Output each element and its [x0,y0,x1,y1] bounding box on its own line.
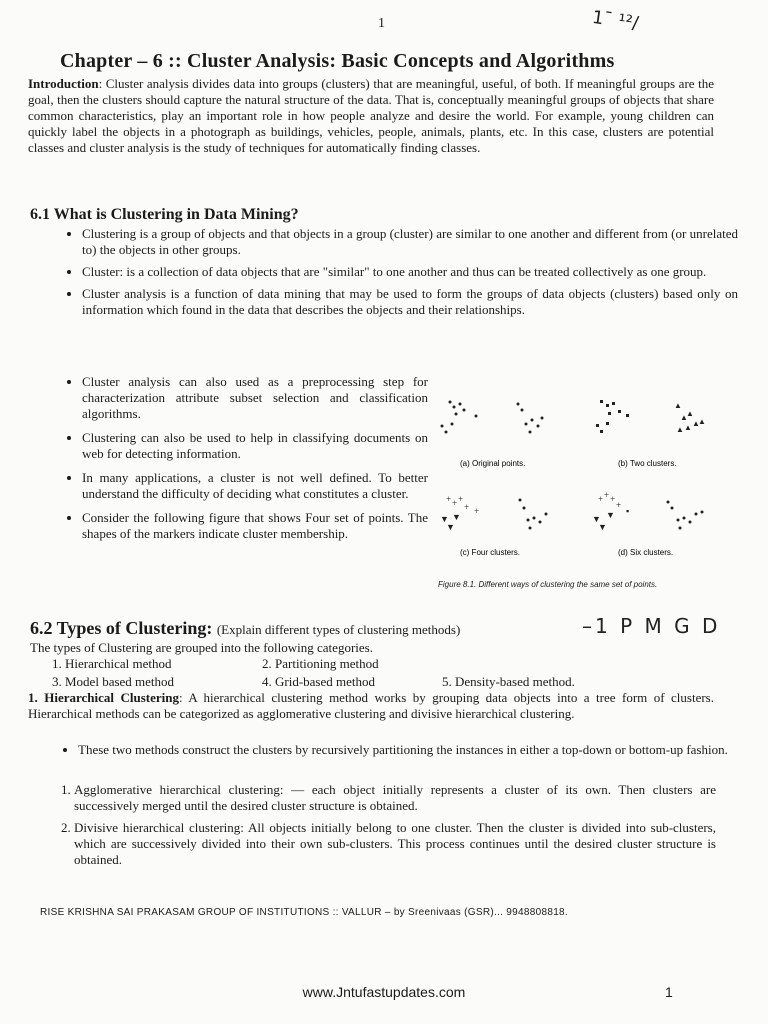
svg-text:+: + [598,494,604,504]
list-item: 1. Agglomerative hierarchical clustering: — each object initially represents a cluster of its own. Then clusters are successively merged until the desired cluster structure is obtained. [74,782,716,814]
svg-text:▲: ▲ [674,401,682,410]
list-item: • Clustering can also be used to help in classifying documents on web for detecting information. [82,430,428,462]
list-item: • In many applications, a cluster is not well defined. To better understand the difficulty of deciding what constitutes a cluster. [82,470,428,502]
svg-text:▼: ▼ [446,522,455,532]
list-item: • These two methods construct the clusters by recursively partitioning the instances in either a top-down or bottom-up fashion. [78,742,738,758]
svg-text:▼: ▼ [606,510,615,520]
svg-text:+: + [604,490,610,500]
type-item: 2. Partitioning method [262,656,379,671]
chapter-title: Chapter – 6 :: Cluster Analysis: Basic Concepts and Algorithms [60,50,615,72]
handwritten-note: –1 P M G D [582,614,721,638]
handwritten-mark: 1ˉ ¹²/ [590,6,640,35]
section-6-2-instruction: (Explain different types of clustering methods) [216,622,461,637]
list-item: • Clustering is a group of objects and that objects in a group (cluster) are similar to one another and different from (or unrelated to) the objects in other groups. [82,226,738,258]
svg-text:▼: ▼ [598,522,607,532]
svg-text:▲: ▲ [692,419,700,428]
clustering-definition-list [60,226,738,324]
caption-four-clusters: (c) Four clusters. [460,548,521,557]
section-6-2-title: 6.2 Types of Clustering: [30,618,213,638]
hierarchical-methods-list [52,782,716,874]
svg-text:▲: ▲ [686,409,694,418]
list-item: • Cluster: is a collection of data objects that are "similar" to one another and thus can be treated collectively as one group. [82,264,738,280]
introduction-paragraph [28,76,714,156]
type-item: 1. Hierarchical method [52,656,172,671]
caption-original-points: (a) Original points. [460,459,526,468]
cluster-figure [430,390,730,580]
svg-text:▼: ▼ [440,514,449,524]
section-6-1-heading: 6.1 What is Clustering in Data Mining? [30,206,299,223]
svg-text:+: + [458,494,464,504]
svg-text:▪: ▪ [626,506,630,516]
footer-page-number: 1 [665,984,673,1000]
clustering-uses-list [60,374,428,550]
svg-text:▼: ▼ [452,512,461,522]
intro-label: Introduction [28,76,99,91]
list-item: 2. Divisive hierarchical clustering: All objects initially belong to one cluster. Then the cluster is divided into sub-clusters, which are successively divided into their own sub-clusters. This process continues until the desired cluster structure is obtained. [74,820,716,868]
section-6-2-heading [30,618,460,639]
svg-text:+: + [446,494,452,504]
svg-text:▲: ▲ [684,423,692,432]
types-intro: The types of Clustering are grouped into the following categories. [30,640,373,655]
list-item: • Cluster analysis can also used as a preprocessing step for characterization attribute subset selection and classification algorithms. [82,374,428,422]
page-number: 1 [378,16,385,31]
list-item: • Cluster analysis is a function of data mining that may be used to form the groups of data objects (clusters) based only on information which found in the data that describes the objects and their relationships. [82,286,738,318]
hierarchical-bullet-list [56,742,738,764]
type-item: 3. Model based method [52,674,175,689]
website-footer: www.Jntufastupdates.com [302,984,466,1000]
hierarchical-text: : A hierarchical clustering method works by grouping data objects into a tree form of clusters. Hierarchical methods can be categorized as agglomerative clustering and divisive hierarchical clustering. [28,690,714,721]
svg-text:▲: ▲ [698,417,706,426]
figure-panel-b [596,400,706,434]
intro-text: : Cluster analysis divides data into groups (clusters) that are meaningful, useful, of both. If meaningful groups are the goal, then the clusters should capture the natural structure of the data. That is, conceptually meaningful groups of objects that share common characteristics, play an important role in how people analyze and desire the world. For example, young children can quickly label the objects in a photograph as buildings, vehicles, people, animals, plants, etc. In this case, clusters are potential classes and cluster analysis is the study of techniques for automatically finding classes. [28,76,714,155]
svg-text:+: + [452,498,458,508]
figure-panel-d [592,490,704,532]
caption-six-clusters: (d) Six clusters. [618,548,674,557]
institution-footer: RISE KRISHNA SAI PRAKASAM GROUP OF INSTITUTIONS :: VALLUR – by Sreenivaas (GSR)... 9948808818. [40,907,568,918]
caption-two-clusters: (b) Two clusters. [618,459,677,468]
svg-text:+: + [464,502,470,512]
svg-text:+: + [474,506,480,516]
figure-caption: Figure 8.1. Different ways of clustering the same set of points. [438,580,658,589]
type-item: 4. Grid-based method [262,674,376,689]
figure-panel-c [440,494,548,532]
list-item: • Consider the following figure that shows Four set of points. The shapes of the markers indicate cluster membership. [82,510,428,542]
svg-text:▲: ▲ [676,425,684,434]
svg-text:▼: ▼ [592,514,601,524]
svg-text:+: + [616,500,622,510]
svg-text:▲: ▲ [680,413,688,422]
hierarchical-paragraph [28,690,714,722]
svg-text:+: + [610,494,616,504]
figure-panel-a [441,401,544,434]
type-item: 5. Density-based method. [442,674,575,689]
hierarchical-label: 1. Hierarchical Clustering [28,690,179,705]
